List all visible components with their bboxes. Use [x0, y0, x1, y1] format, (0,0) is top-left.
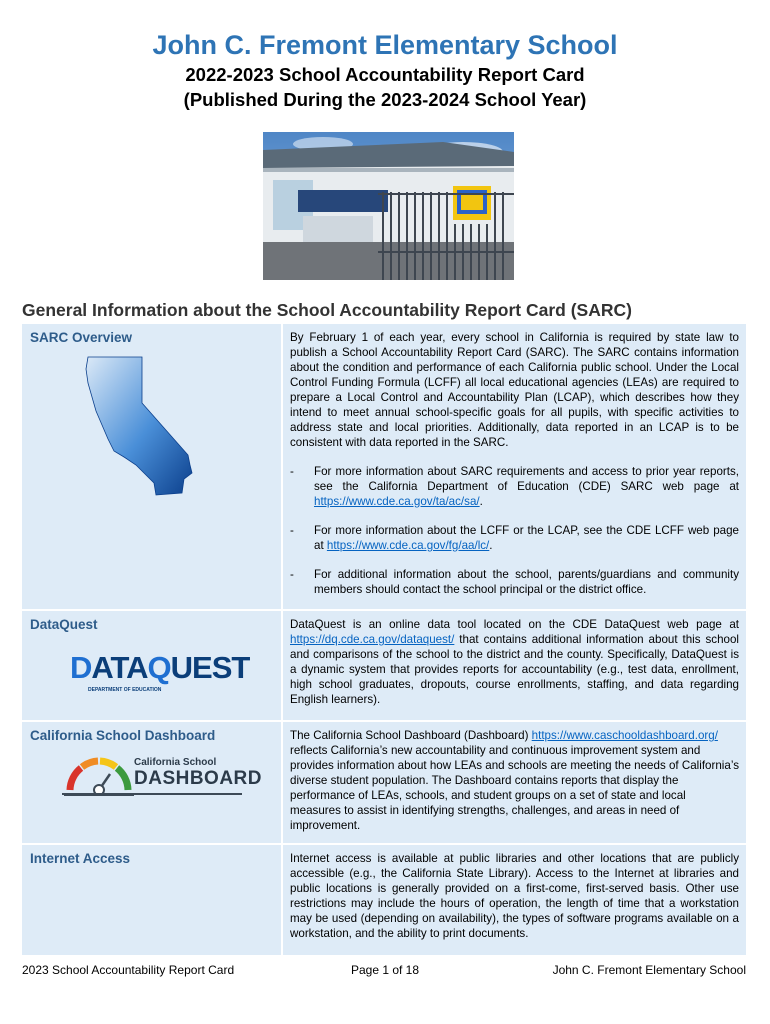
bullet-lcff-info: - For more information about the LCFF or the LCAP, see the CDE LCFF web page at https://www.cde.ca.gov/fg/aa/lc/. [290, 524, 739, 552]
dashboard-cell [22, 722, 281, 843]
internet-access-text-cell [283, 845, 746, 955]
dataquest-row [22, 611, 746, 720]
internet-access-row [22, 845, 746, 955]
section-title: General Information about the School Accountability Report Card (SARC) [22, 300, 632, 320]
footer-page-number: Page 1 of 18 [350, 963, 420, 977]
logo-tagline: DEPARTMENT OF EDUCATION [88, 687, 162, 693]
sarc-web-page-link[interactable]: https://www.cde.ca.gov/ta/ac/sa/ [314, 495, 480, 508]
logo-letters-ata: ATA [91, 650, 148, 685]
school-entrance-photo [263, 132, 514, 280]
logo-letter-q: Q [147, 650, 171, 685]
dashboard-label: California School Dashboard [30, 728, 216, 743]
bullet-contact-info: - For additional information about the school, parents/guardians and community members should contact the school principal or the district office. [290, 568, 739, 596]
sarc-overview-text-cell [283, 324, 746, 609]
lcff-web-page-link[interactable]: https://www.cde.ca.gov/fg/aa/lc/ [326, 539, 490, 552]
dataquest-text-cell: DataQuest is an online data tool located on the CDE DataQuest web page at https://dq.cde.ca.gov/dataquest/ that contains additional information about this school and comparisons of the school to the district and the county. Specifically, DataQuest is a dynamic system that provides reports for accountability (e.g., test data, enrollment, high school graduates, dropouts, course enrollments, staffing, and data regarding English learners). [283, 611, 746, 720]
internet-access-label: Internet Access [30, 851, 131, 866]
dataquest-cell [22, 611, 281, 720]
report-subtitle: 2022-2023 School Accountability Report Card [185, 64, 585, 85]
page-title: John C. Fremont Elementary School [152, 30, 618, 60]
logo-line1: California School [134, 757, 217, 768]
dataquest-logo [70, 650, 250, 707]
sarc-overview-paragraph: By February 1 of each year, every school in California is required by state law to publish a School Accountability Report Card (SARC). The SARC contains information about the condition and performance of each California public school. Under the Local Control Funding Formula (LCFF) all local educational agencies (LEAs) are required to prepare a Local Control and Accountability Plan (LCAP), which describes how they intend to meet annual school-specific goals for all pupils, with specific activities to address state and local priorities. Additionally, data reported in an LCAP is to be consistent with data reported in the SARC. [290, 331, 739, 449]
internet-access-paragraph: Internet access is available at public libraries and other locations that are publicly accessible (e.g., the California State Library). Access to the Internet at libraries and public locations is generally provided on a first-come, first-served basis. Other use restrictions may include the hours of operation, the length of time that a workstation may be used (depending on availability), the types of software programs available on a workstation, and the ability to print documents. [290, 852, 739, 940]
logo-line2: DASHBOARD [134, 768, 262, 789]
footer-right: John C. Fremont Elementary School [552, 963, 746, 977]
dashboard-link[interactable]: https://www.caschooldashboard.org/ [531, 729, 718, 742]
sarc-overview-row [22, 324, 746, 609]
california-map [84, 355, 208, 497]
dataquest-link[interactable]: https://dq.cde.ca.gov/dataquest/ [290, 633, 455, 646]
internet-access-cell [22, 845, 281, 955]
dashboard-logo [62, 754, 262, 800]
gauge-icon [64, 756, 134, 798]
dashboard-text-cell: The California School Dashboard (Dashboard) https://www.caschooldashboard.org/ reflects California’s new accountability and continuous improvement system and provides information about how LEAs and schools are meeting the needs of California’s diverse student population. The Dashboard contains reports that display the performance of LEAs, schools, and student groups on a set of state and local measures to assist in identifying strengths, challenges, and areas in need of improvement. [283, 722, 746, 843]
sarc-overview-label: SARC Overview [30, 330, 133, 345]
logo-letter-d: D [70, 650, 92, 685]
bullet-sarc-info: - For more information about SARC requirements and access to prior year reports, see the California Department of Education (CDE) SARC web page at https://www.cde.ca.gov/ta/ac/sa/. [290, 465, 739, 508]
sarc-overview-cell [22, 324, 281, 609]
footer-left: 2023 School Accountability Report Card [22, 963, 235, 977]
dataquest-label: DataQuest [30, 617, 98, 632]
dashboard-row [22, 722, 746, 843]
publication-subtitle: (Published During the 2023-2024 School Year) [183, 89, 587, 110]
logo-letters-uest: UEST [170, 650, 250, 685]
